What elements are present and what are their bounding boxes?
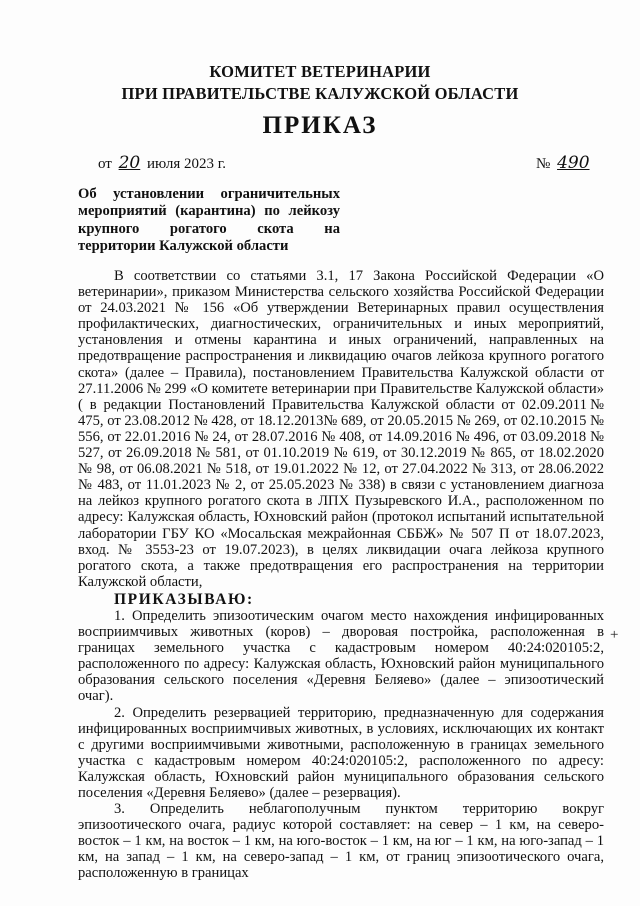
document-subject: Об установлении ограничительных мероприятий (карантина) по лейкозу крупного рогатого скота на территории Калужской области [78, 186, 340, 255]
date-day-handwritten: 20 [118, 153, 141, 173]
number-handwritten: 490 [557, 153, 590, 173]
number-prefix: № [536, 156, 551, 172]
document-date [98, 153, 226, 173]
order-item-1: 1. Определить эпизоотическим очагом место нахождения инфицированных восприимчивых животных (коров) – дворовая постройка, расположенная в границах земельного участка с кадастровым номером 40:24:020105:2, расположенного по адресу: Калужская область, Юхновский район муниципального образования сельского поселения «Деревня Беляево» (далее – эпизоотический очаг). [78, 607, 604, 705]
org-name-line1: КОМИТЕТ ВЕТЕРИНАРИИ [209, 62, 431, 81]
date-prefix: от [98, 156, 112, 172]
date-rest: июля 2023 г. [147, 156, 226, 172]
document-type-title: ПРИКАЗ [262, 112, 378, 139]
document-body [78, 268, 604, 882]
preamble-paragraph: В соответствии со статьями 3.1, 17 Закона Российской Федерации «О ветеринарии», приказом Министерства сельского хозяйства Российской Федерации от 24.03.2021 № 156 «Об утверждении Ветеринарных правил осуществления профилактических, диагностических, ограничительных и иных мероприятий, установления и отмены карантина и иных ограничений, направленных на предотвращение распространения и ликвидацию очагов лейкоза крупного рогатого скота» (далее – Правила), постановлением Правительства Калужской области от 27.11.2006 № 299 «О комитете ветеринарии при Правительстве Калужской области» ( в редакции Постановлений Правительства Калужской области от 02.09.2011№ 475, от 23.08.2012 № 428, от 18.12.2013№ 689, от 20.05.2015 № 269, от 02.10.2015 № 556, от 22.01.2016 № 24, от 28.07.2016 № 408, от 14.09.2016 № 496, от 03.09.2018 № 527, от 26.09.2018 № 581, от 01.10.2019 № 619, от 30.12.2019 № 865, от 18.02.2020 № 98, от 06.08.2021 № 518, от 19.01.2022 № 12, от 27.04.2022 № 313, от 28.06.2022 № 483, от 11.01.2023 № 2, от 25.05.2023 № 338) в связи с установлением диагноза на лейкоз крупного рогатого скота в ЛПХ Пузыревского И.А., расположенном по адресу: Калужская область, Юхновский район (протокол испытаний испытательной лаборатории ГБУ КО «Мосальская межрайонная СББЖ» № 507 П от 18.07.2023, вход. № 3553-23 от 19.07.2023), в целях ликвидации очага лейкоза крупного рогатого скота, а также предотвращения его распространения на территории Калужской области, [78, 268, 604, 590]
order-word: ПРИКАЗЫВАЮ: [114, 590, 254, 608]
document-number [536, 153, 593, 173]
margin-plus-mark: + [610, 627, 619, 643]
order-item-3: 3. Определить неблагополучным пунктом территорию вокруг эпизоотического очага, радиус которой составляет: на север – 1 км, на северо-восток – 1 км, на восток – 1 км, на юго-восток – 1 км, на юг – 1 км, на юго-запад – 1 км, на запад – 1 км, на северо-запад – 1 км, от границ эпизоотического очага, расположенную в границах [78, 801, 604, 882]
org-name-line2: ПРИ ПРАВИТЕЛЬСТВЕ КАЛУЖСКОЙ ОБЛАСТИ [121, 84, 519, 103]
order-item-2: 2. Определить резервацией территорию, предназначенную для содержания инфицированных восприимчивых животных, в условиях, исключающих их контакт с другими восприимчивыми животными, расположенную в границах земельного участка с кадастровым номером 40:24:020105:2, расположенного по адресу: Калужская область, Юхновский район муниципального образования сельского поселения «Деревня Беляево» (далее – резервация). [78, 704, 604, 801]
